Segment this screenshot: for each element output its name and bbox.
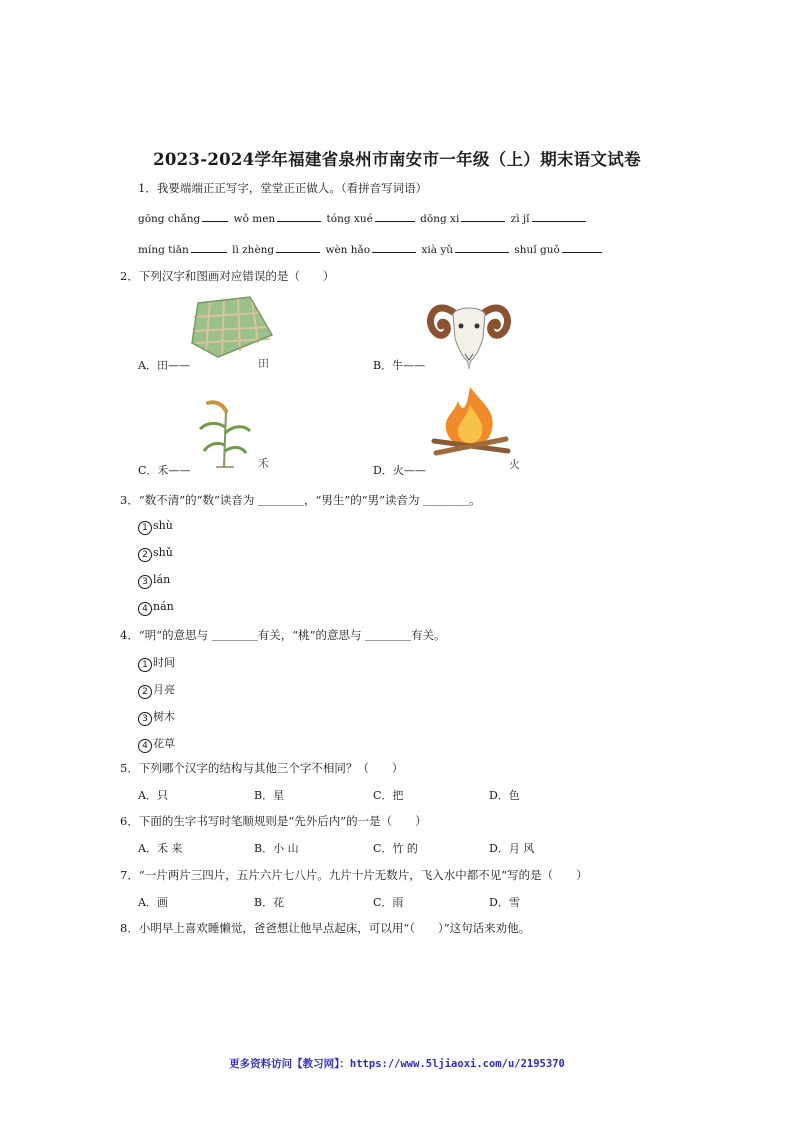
question-1-stem: 1．我要端端正正写字，堂堂正正做人。（看拼音写词语） xyxy=(138,181,428,195)
answer-blank[interactable] xyxy=(375,211,415,222)
option-4-1[interactable]: 1 时间 xyxy=(138,654,175,672)
answer-blank[interactable] xyxy=(202,211,228,222)
pinyin-8: wèn hǎo xyxy=(325,244,371,256)
option-4-3[interactable]: 3 树木 xyxy=(138,708,175,726)
pinyin-row-1 xyxy=(138,211,588,225)
answer-blank[interactable] xyxy=(532,211,586,222)
option-mark: 2 xyxy=(138,548,152,562)
option-7d[interactable]: D．雪 xyxy=(489,896,520,909)
page-title: 2023-2024学年福建省泉州市南安市一年级（上）期末语文试卷 xyxy=(153,150,641,169)
option-2c[interactable]: C．禾—— xyxy=(138,464,191,477)
option-7a[interactable]: A．画 xyxy=(138,896,168,909)
option-7b[interactable]: B．花 xyxy=(254,896,285,909)
answer-blank[interactable] xyxy=(562,242,602,253)
option-6d[interactable]: D．月 风 xyxy=(489,842,535,855)
option-mark: 2 xyxy=(138,685,152,699)
pinyin-6: míng tiān xyxy=(138,244,189,256)
option-4-4[interactable]: 4 花草 xyxy=(138,735,175,753)
option-3-2[interactable]: 2 shǔ xyxy=(138,546,173,562)
pinyin-5: zì jǐ xyxy=(510,213,530,225)
option-mark: 4 xyxy=(138,602,152,616)
option-4-2[interactable]: 2 月亮 xyxy=(138,681,175,699)
option-mark: 4 xyxy=(138,739,152,753)
option-6c[interactable]: C．竹 的 xyxy=(373,842,418,855)
pinyin-4: dōng xi xyxy=(420,213,460,225)
option-mark: 3 xyxy=(138,575,152,589)
pinyin-3: tóng xué xyxy=(326,213,373,225)
option-5b[interactable]: B．星 xyxy=(254,789,285,802)
answer-blank[interactable] xyxy=(372,242,416,253)
option-2b[interactable]: B．牛—— xyxy=(373,359,426,372)
question-3-stem: 3．“数不清”的“数”读音为 ＿＿＿＿，“男生”的“男”读音为 ＿＿＿＿。 xyxy=(120,493,481,507)
option-mark: 1 xyxy=(138,658,152,672)
pinyin-2: wǒ men xyxy=(233,213,276,225)
field-picture xyxy=(188,295,274,359)
answer-blank[interactable] xyxy=(277,211,321,222)
option-6b[interactable]: B．小 山 xyxy=(254,842,299,855)
campfire-picture xyxy=(430,385,512,457)
option-3-3[interactable]: 3 lán xyxy=(138,573,170,589)
pinyin-9: xià yǔ xyxy=(421,244,454,256)
field-script-glyph: 田 xyxy=(258,357,269,370)
fire-script-glyph: 火 xyxy=(509,458,520,471)
question-8-stem: 8．小明早上喜欢睡懒觉，爸爸想让他早点起床，可以用“（ ）”这句话来劝他。 xyxy=(120,921,531,935)
option-3-4[interactable]: 4 nán xyxy=(138,600,174,616)
pinyin-7: lì zhèng xyxy=(232,244,275,256)
option-6a[interactable]: A．禾 来 xyxy=(138,842,183,855)
answer-blank[interactable] xyxy=(455,242,509,253)
option-mark: 1 xyxy=(138,521,152,535)
question-6-stem: 6．下面的生字书写时笔顺规则是“先外后内”的一是（ ） xyxy=(120,814,427,828)
answer-blank[interactable] xyxy=(276,242,320,253)
pinyin-row-2 xyxy=(138,242,604,256)
answer-blank[interactable] xyxy=(461,211,505,222)
option-mark: 3 xyxy=(138,712,152,726)
question-4-stem: 4．“明”的意思与 ＿＿＿＿有关，“桃”的意思与 ＿＿＿＿有关。 xyxy=(120,628,446,642)
answer-blank[interactable] xyxy=(191,242,227,253)
option-2d[interactable]: D．火—— xyxy=(373,464,426,477)
pinyin-1: gōng chǎng xyxy=(138,213,201,225)
option-7c[interactable]: C．雨 xyxy=(373,896,404,909)
option-3-1[interactable]: 1 shù xyxy=(138,519,173,535)
option-2a[interactable]: A．田—— xyxy=(138,359,190,372)
grain-plant-picture xyxy=(196,397,254,469)
question-2-stem: 2．下列汉字和图画对应错误的是（ ） xyxy=(120,269,335,283)
footer-link[interactable]: 更多资料访问【教习网】：https://www.5ljiaoxi.com/u/2195370 xyxy=(229,1058,565,1070)
option-5a[interactable]: A．只 xyxy=(138,789,168,802)
grain-script-glyph: 禾 xyxy=(258,457,269,470)
option-5c[interactable]: C．把 xyxy=(373,789,404,802)
pinyin-10: shuǐ guǒ xyxy=(514,244,560,256)
question-7-stem: 7．“一片两片三四片，五片六片七八片。九片十片无数片，飞入水中都不见”写的是（ ） xyxy=(120,868,588,882)
goat-head-picture xyxy=(427,294,511,370)
option-5d[interactable]: D．色 xyxy=(489,789,520,802)
question-5-stem: 5．下列哪个汉字的结构与其他三个字不相同？（ ） xyxy=(120,761,404,775)
